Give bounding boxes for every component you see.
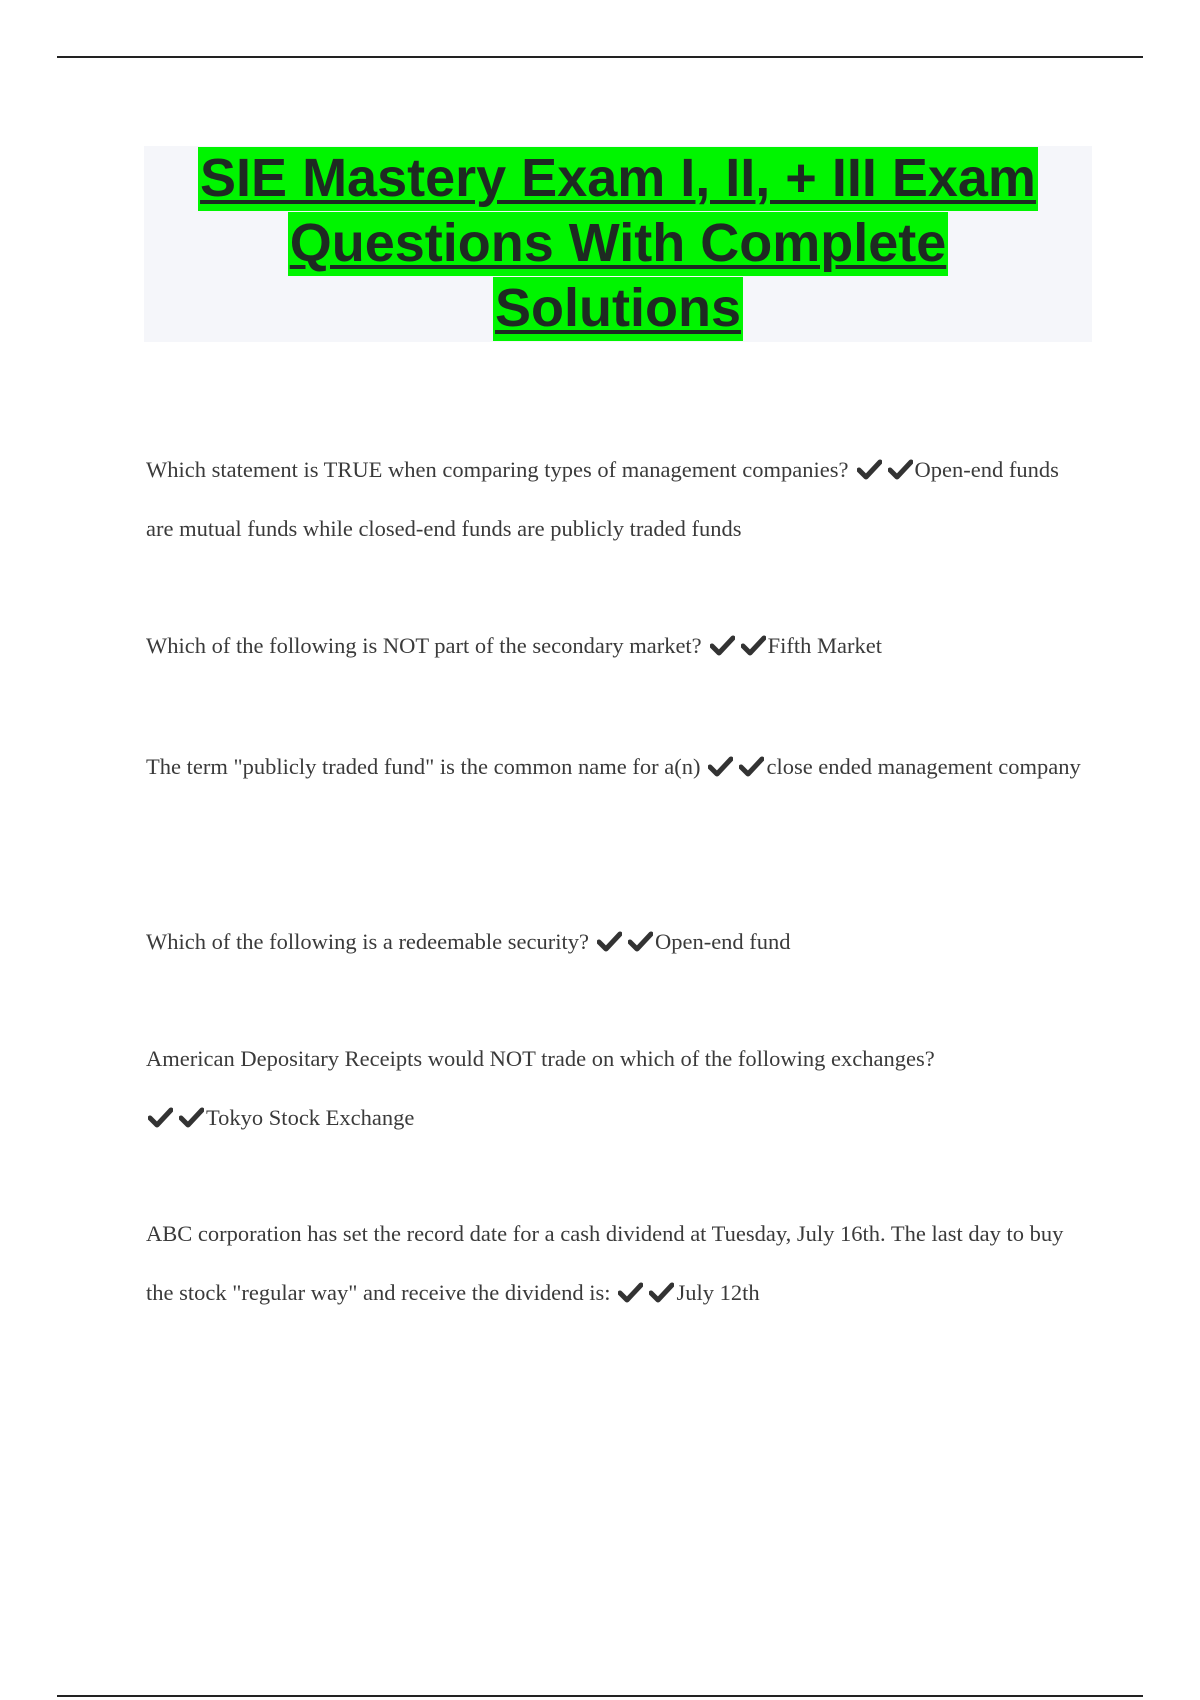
check-icon xyxy=(710,634,735,656)
answer-text: close ended management company xyxy=(766,754,1081,779)
check-icon xyxy=(649,1281,674,1303)
qa-item-4 xyxy=(146,912,1086,971)
check-icon xyxy=(148,1106,173,1128)
check-icon xyxy=(597,930,622,952)
qa-item-5 xyxy=(146,1029,1086,1147)
qa-item-2 xyxy=(146,616,1086,675)
answer-text: Fifth Market xyxy=(767,633,883,658)
top-rule xyxy=(57,56,1143,58)
question-text: Which of the following is a redeemable security? xyxy=(146,929,589,954)
answer-text: Tokyo Stock Exchange xyxy=(206,1105,415,1130)
check-icon xyxy=(741,634,766,656)
question-text: American Depositary Receipts would NOT trade on which of the following exchanges? xyxy=(146,1046,935,1071)
check-icon xyxy=(179,1106,204,1128)
check-icon xyxy=(708,755,733,777)
title-line-2: Questions With Complete xyxy=(288,212,949,276)
question-text: Which of the following is NOT part of the secondary market? xyxy=(146,633,702,658)
document-title xyxy=(144,146,1092,342)
title-line-3: Solutions xyxy=(493,277,743,341)
question-text: Which statement is TRUE when comparing types of management companies? xyxy=(146,457,849,482)
title-line-1: SIE Mastery Exam I, II, + III Exam xyxy=(198,147,1038,211)
check-icon xyxy=(857,458,882,480)
question-text: The term "publicly traded fund" is the common name for a(n) xyxy=(146,754,701,779)
question-text: ABC corporation has set the record date for a cash dividend at Tuesday, July 16th. The last day to buy the stock "regular way" and receive the dividend is: xyxy=(146,1221,1064,1305)
qa-item-6 xyxy=(146,1204,1086,1322)
answer-text: July 12th xyxy=(676,1280,760,1305)
bottom-rule xyxy=(57,1695,1143,1697)
check-icon xyxy=(739,755,764,777)
check-icon xyxy=(618,1281,643,1303)
check-icon xyxy=(888,458,913,480)
qa-item-3 xyxy=(146,737,1086,796)
answer-text: Open-end funds are mutual funds while closed-end funds are publicly traded funds xyxy=(146,457,1059,541)
answer-text: Open-end fund xyxy=(654,929,791,954)
check-icon xyxy=(628,930,653,952)
qa-item-1 xyxy=(146,440,1086,558)
